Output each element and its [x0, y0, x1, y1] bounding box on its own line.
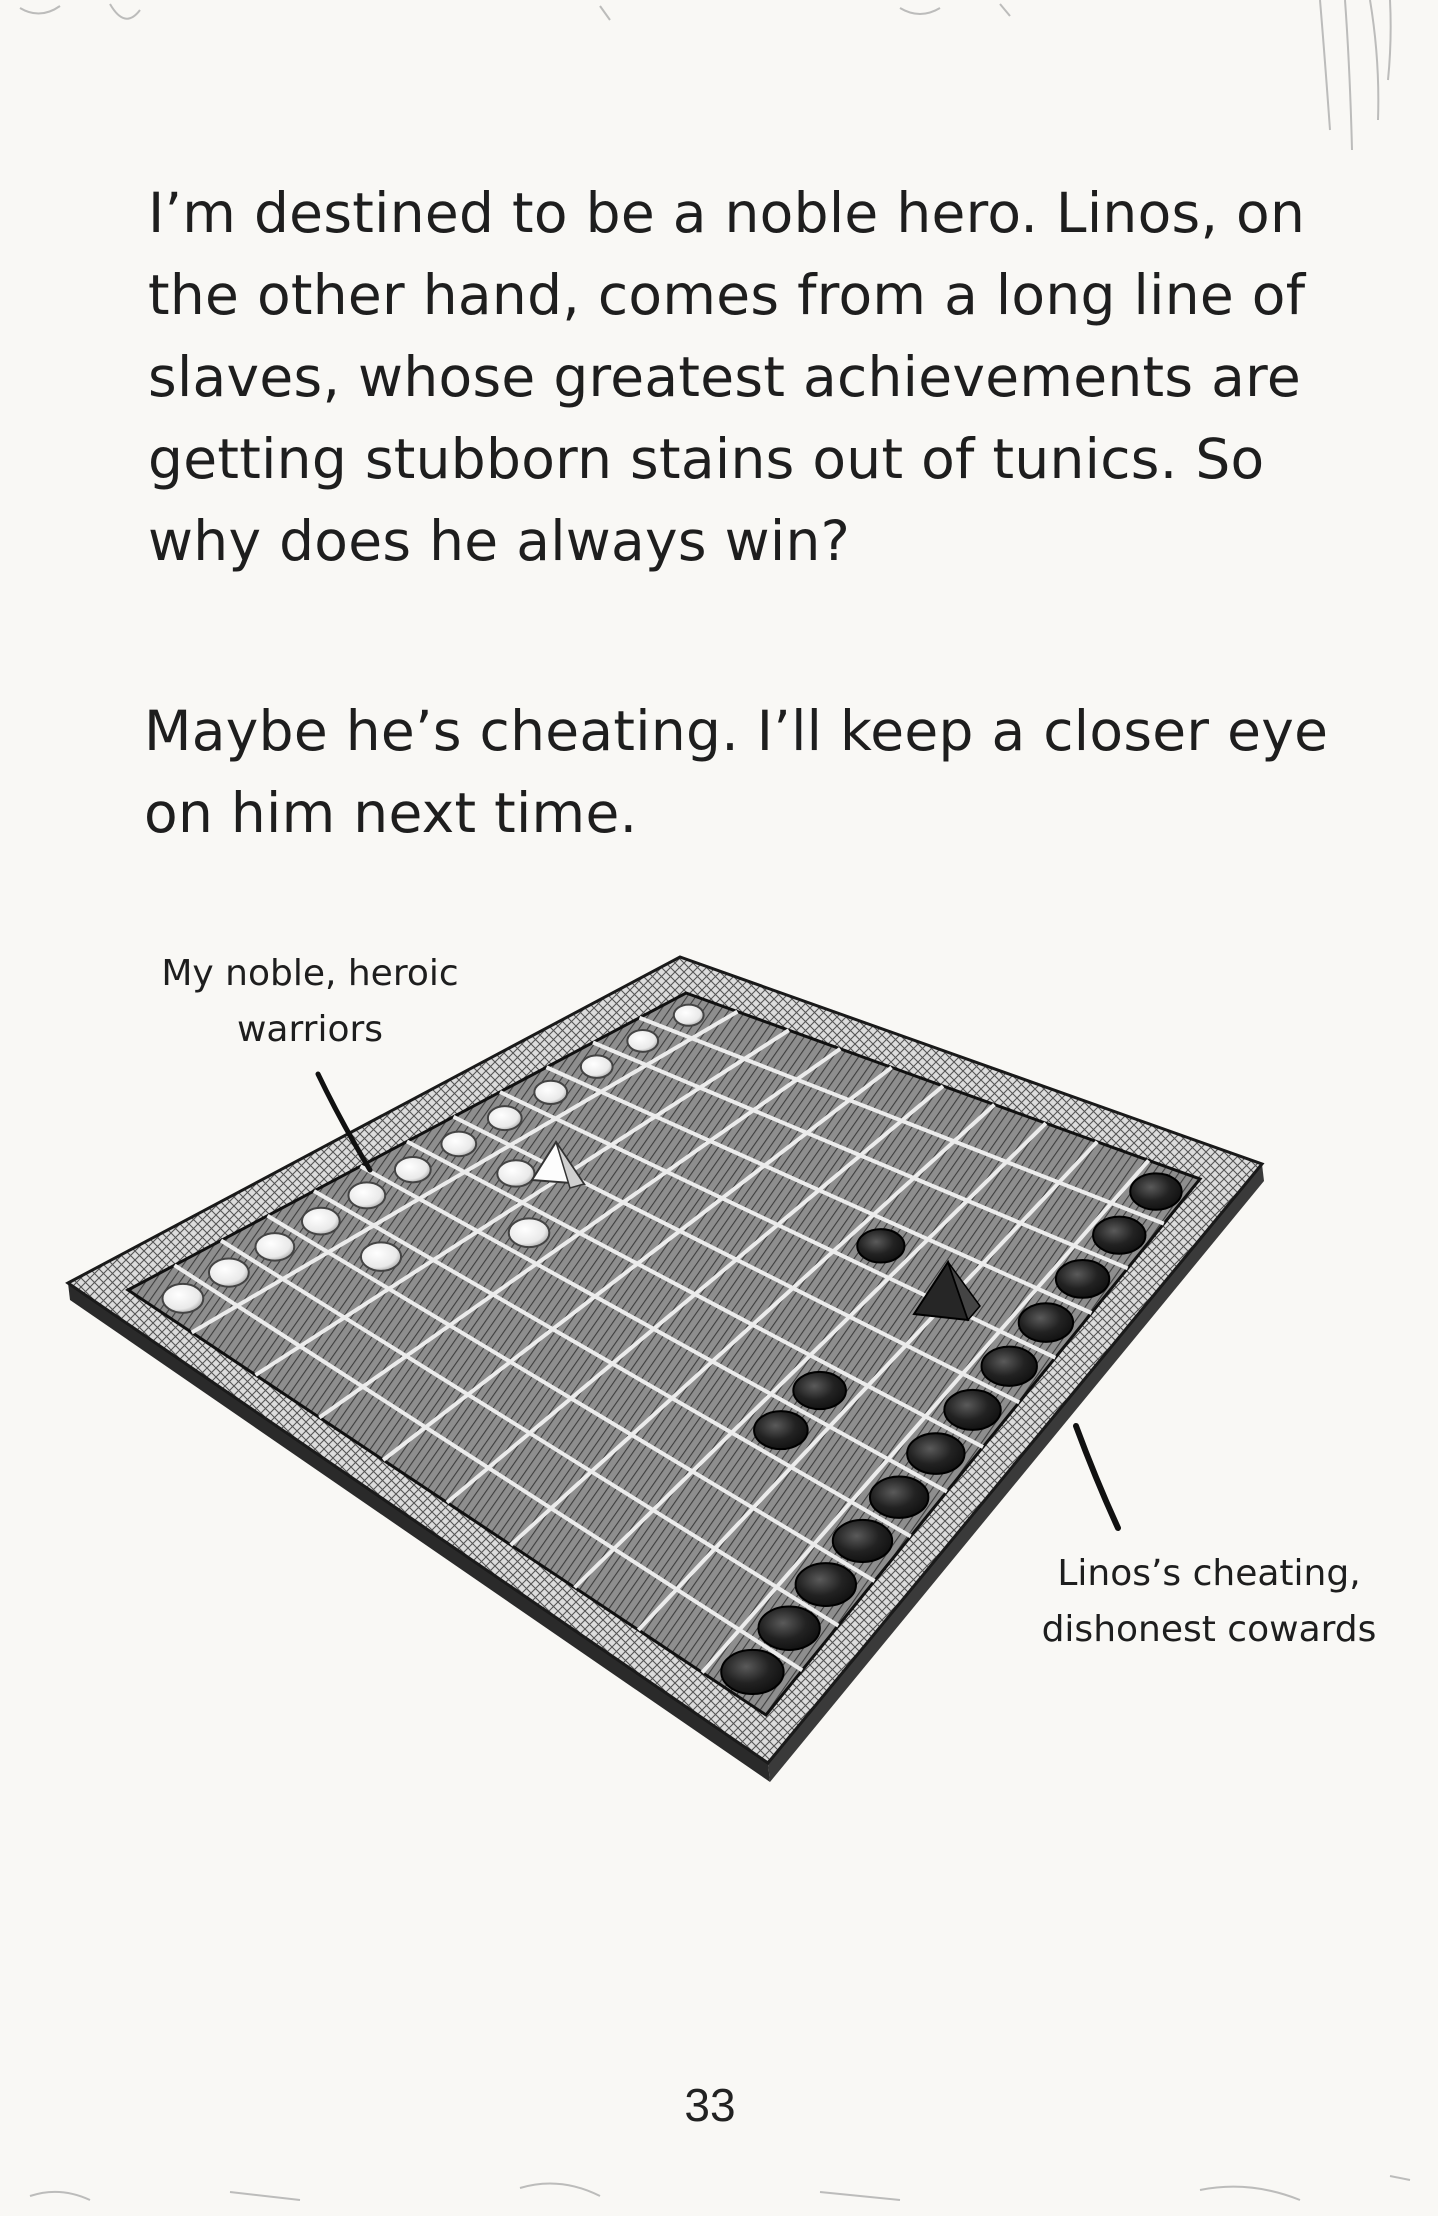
black-piece	[1056, 1260, 1109, 1298]
black-piece	[833, 1520, 892, 1562]
white-piece	[581, 1055, 613, 1078]
black-piece	[870, 1477, 928, 1518]
white-piece	[534, 1081, 567, 1104]
white-piece	[441, 1132, 476, 1157]
black-piece	[754, 1411, 808, 1449]
text-line: the other hand, comes from a long line of	[148, 263, 1306, 327]
caption-black-cowards	[1024, 1546, 1394, 1658]
black-piece	[793, 1372, 846, 1409]
black-piece	[1093, 1217, 1145, 1254]
text-line: on him next time.	[144, 781, 638, 845]
black-piece	[721, 1650, 783, 1694]
page-number: 33	[684, 2079, 736, 2131]
black-piece	[796, 1563, 856, 1606]
white-piece	[348, 1182, 385, 1208]
black-piece	[1130, 1173, 1181, 1209]
black-piece	[982, 1347, 1037, 1386]
white-piece	[162, 1284, 203, 1313]
white-piece	[627, 1030, 658, 1052]
black-piece	[907, 1433, 964, 1474]
white-piece	[509, 1218, 550, 1247]
white-piece	[255, 1233, 294, 1260]
caption-white-warriors	[140, 946, 480, 1058]
caption-line: warriors	[236, 1009, 384, 1050]
text-line: getting stubborn stains out of tunics. So	[148, 427, 1265, 491]
white-piece	[488, 1106, 522, 1130]
white-piece	[302, 1208, 340, 1235]
white-piece	[497, 1160, 534, 1186]
caption-line: Linos’s cheating,	[1057, 1553, 1361, 1594]
black-piece	[1019, 1303, 1073, 1342]
black-piece	[944, 1390, 1000, 1430]
text-line: why does he always win?	[148, 509, 851, 573]
text-line: I’m destined to be a noble hero. Linos, on	[148, 181, 1306, 245]
white-piece	[209, 1259, 249, 1287]
white-piece	[361, 1242, 401, 1270]
text-line: slaves, whose greatest achievements are	[148, 345, 1302, 409]
pointer-line-black	[1076, 1426, 1118, 1528]
black-piece	[857, 1229, 904, 1262]
white-piece	[674, 1005, 704, 1026]
text-line: Maybe he’s cheating. I’ll keep a closer eye	[144, 699, 1329, 763]
caption-line: My noble, heroic	[161, 953, 459, 994]
white-piece	[395, 1157, 431, 1182]
caption-line: dishonest cowards	[1041, 1609, 1377, 1650]
black-piece	[758, 1606, 819, 1649]
